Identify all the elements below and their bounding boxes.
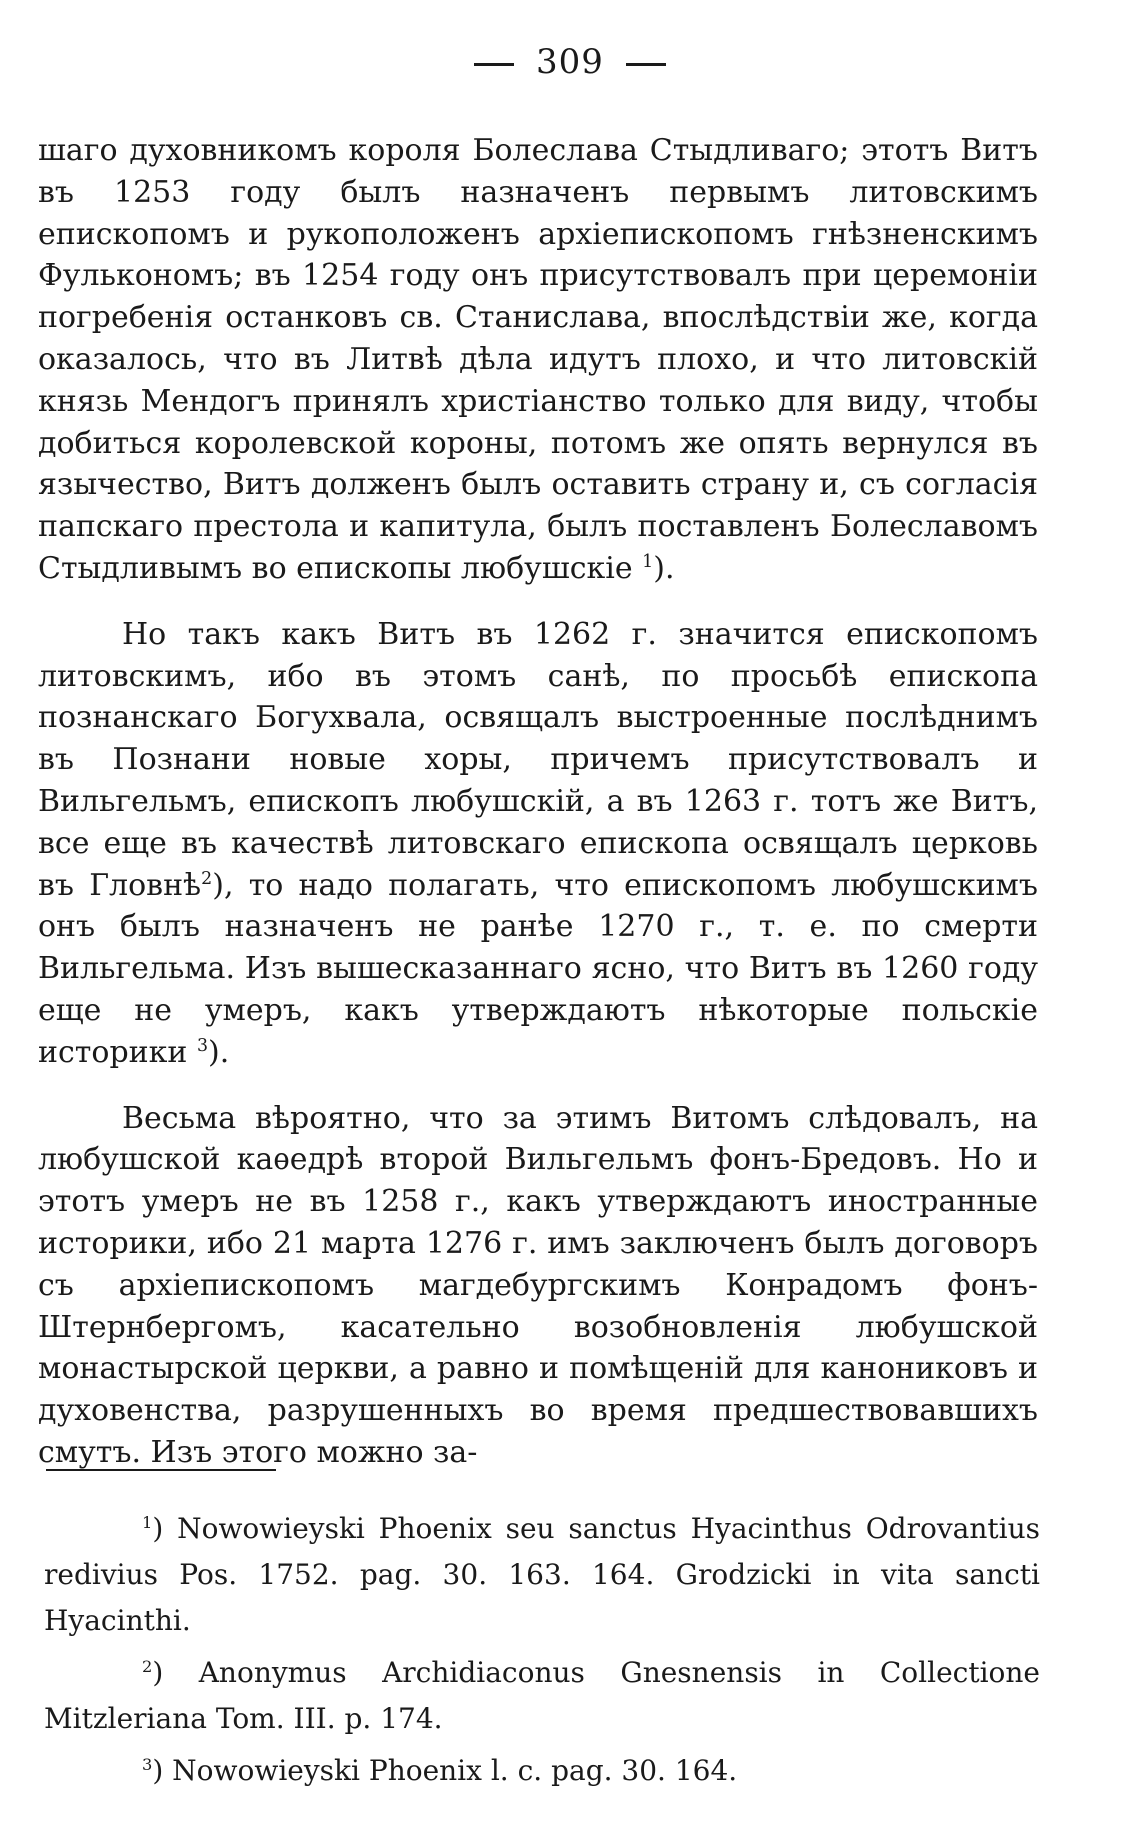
header-dash-left — [474, 63, 514, 66]
footnote-ref: 2 — [201, 868, 213, 889]
page-number: 309 — [536, 42, 604, 82]
footnote-text: ) Nowowieyski Phoenix l. c. pag. 30. 164. — [152, 1754, 738, 1787]
paragraph-2 — [38, 614, 1038, 1074]
text-run: ). — [208, 1034, 230, 1070]
text-run: шаго духовникомъ короля Болеслава Стыдливаго; этотъ Витъ въ 1253 году былъ назначенъ первымъ литовскимъ епископомъ и рукоположенъ архіепископомъ гнѣзненскимъ Фулькономъ; въ 1254 году онъ присутствовалъ при церемоніи погребенія останковъ св. Станислава, впослѣдствіи же, когда оказалось, что въ Литвѣ дѣла идутъ плохо, и что литовскій князь Мендогъ принялъ христіанство только для виду, чтобы добиться королевской короны, потомъ же опять вернулся въ язычество, Витъ долженъ былъ оставить страну и, съ согласія папскаго престола и капитула, былъ поставленъ Болеславомъ Стыдливымъ во епископы любушскіе — [38, 133, 1038, 586]
main-text — [38, 130, 1038, 1474]
footnote-mark: 3 — [142, 1754, 153, 1774]
footnote-divider — [46, 1469, 276, 1471]
footnote-mark: 2 — [142, 1656, 153, 1676]
text-run: ), то надо полагать, что епископомъ любушскимъ онъ былъ назначенъ не ранѣе 1270 г., т. е. по смерти Вильгельма. Изъ вышесказаннаго ясно, что Витъ въ 1260 году еще не умеръ, какъ утверждаютъ нѣкоторые польскіе историки — [38, 867, 1038, 1070]
footnote-3 — [44, 1748, 1040, 1794]
footnotes — [44, 1506, 1040, 1794]
footnote-ref: 1 — [642, 552, 654, 573]
page-header — [0, 42, 1140, 82]
text-run: Весьма вѣроятно, что за этимъ Витомъ слѣдовалъ, на любушской каѳедрѣ второй Вильгельмъ фонъ-Бредовъ. Но и этотъ умеръ не въ 1258 г., какъ утверждаютъ иностранные историки, ибо 21 марта 1276 г. имъ заключенъ былъ договоръ съ архіепископомъ магдебургскимъ Конрадомъ фонъ-Штернбергомъ, касательно возобновленія любушской монастырской церкви, а равно и помѣщеній для канониковъ и духовенства, разрушенныхъ во время предшествовавшихъ смутъ. Изъ этого можно за- — [38, 1100, 1038, 1470]
footnote-mark: 1 — [142, 1512, 153, 1532]
footnote-text: ) Nowowieyski Phoenix seu sanctus Hyacinthus Odrovantius redivius Pos. 1752. pag. 30. 163. 164. Grodzicki in vita sancti Hyacinthi. — [44, 1512, 1040, 1637]
header-dash-right — [626, 63, 666, 66]
text-run: ). — [653, 550, 675, 586]
footnote-1 — [44, 1506, 1040, 1644]
footnote-text: ) Anonymus Archidiaconus Gnesnensis in Collectione Mitzleriana Tom. III. p. 174. — [44, 1656, 1040, 1735]
footnote-ref: 3 — [196, 1035, 209, 1056]
text-run: Но такъ какъ Витъ въ 1262 г. значится епископомъ литовскимъ, ибо въ этомъ санѣ, по просьбѣ епископа познанскаго Богухвала, освящалъ выстроенные послѣднимъ въ Познани новые хоры, причемъ присутствовалъ и Вильгельмъ, епископъ любушскій, а въ 1263 г. тотъ же Витъ, все еще въ качествѣ литовскаго епископа освящалъ церковь въ Гловнѣ — [38, 616, 1038, 903]
paragraph-1 — [38, 130, 1038, 590]
footnote-2 — [44, 1650, 1040, 1742]
paragraph-3 — [38, 1098, 1038, 1474]
